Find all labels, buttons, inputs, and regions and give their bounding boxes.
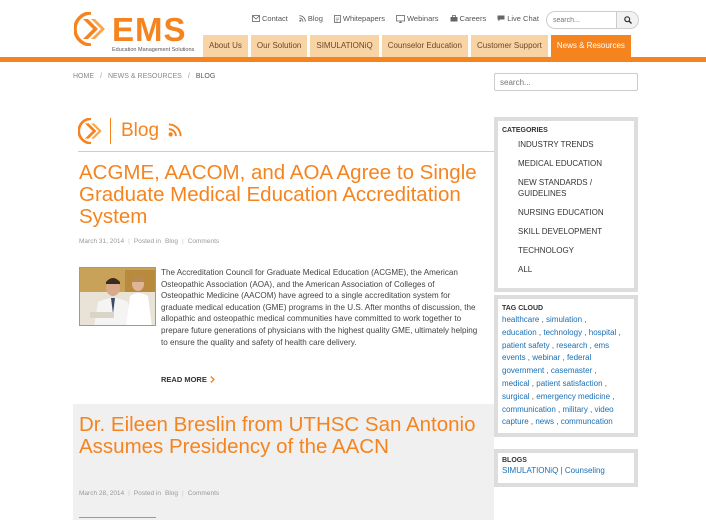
chevron-right-icon — [210, 376, 215, 383]
posted-in-label: Posted in — [133, 490, 161, 497]
tag-link[interactable]: communication — [502, 404, 556, 414]
blog-heading — [78, 118, 494, 152]
nav-news-resources[interactable]: News & Resources — [551, 35, 631, 57]
tag-link[interactable]: military — [562, 404, 588, 414]
utility-links — [252, 14, 539, 23]
category-all[interactable]: ALL — [518, 265, 533, 274]
tag-link[interactable]: research — [556, 340, 588, 350]
rss-icon — [299, 15, 306, 22]
post-title[interactable]: Dr. Eileen Breslin from UTHSC San Antonio Assumes Presidency of the AACN — [79, 413, 476, 458]
search-icon — [624, 16, 632, 24]
nav-about-us[interactable]: About Us — [203, 35, 248, 57]
post-comments-link[interactable]: Comments — [187, 238, 220, 245]
breadcrumb-current: BLOG — [195, 73, 216, 80]
header-search — [546, 11, 639, 29]
tag-link[interactable]: capture — [502, 417, 529, 427]
tag-link[interactable]: casemaster — [550, 366, 593, 376]
blog-link-counseling[interactable]: Counseling — [564, 466, 605, 475]
tag-link[interactable]: news — [535, 417, 555, 427]
tag-link[interactable]: patient safety — [502, 340, 550, 350]
blog-link-simulationiq[interactable]: SIMULATIONiQ — [502, 466, 559, 475]
category-nursing-education[interactable]: NURSING EDUCATION — [518, 208, 604, 217]
ems-chevron-icon — [78, 118, 104, 144]
post-title[interactable]: ACGME, AACOM, and AOA Agree to Single Graduate Medical Education Accreditation System — [79, 161, 477, 228]
post-meta: March 31, 2014 | Posted in Blog | Comments — [79, 238, 220, 245]
tag-cloud-heading: TAG CLOUD — [502, 305, 544, 312]
nav-simulationiq[interactable]: SIMULATIONiQ — [310, 35, 378, 57]
tag-link[interactable]: federal government — [502, 353, 592, 376]
header-divider — [0, 57, 706, 62]
nav-counselor-education[interactable]: Counselor Education — [382, 35, 468, 57]
post-thumbnail[interactable] — [79, 267, 156, 326]
blog-heading-divider — [110, 118, 111, 144]
tag-link[interactable]: patient satisfaction — [536, 378, 603, 388]
sidebar-search-input[interactable] — [500, 76, 630, 88]
careers-link[interactable]: Careers — [450, 14, 487, 23]
nav-customer-support[interactable]: Customer Support — [471, 35, 548, 57]
category-medical-education[interactable]: MEDICAL EDUCATION — [518, 159, 603, 168]
header-search-input[interactable] — [553, 14, 613, 26]
brand-tagline: Education Management Solutions — [112, 47, 195, 53]
post-date: March 31, 2014 — [79, 238, 125, 245]
main-nav — [203, 35, 631, 57]
breadcrumb-separator: / — [187, 73, 190, 80]
breadcrumb-home[interactable]: HOME — [73, 73, 94, 80]
blog-title: Blog — [121, 120, 160, 141]
blogs-links: SIMULATIONiQ | Counseling — [502, 466, 605, 475]
tag-link[interactable]: webinar — [532, 353, 561, 363]
header-search-button[interactable] — [616, 12, 638, 28]
tag-link[interactable]: video — [594, 404, 614, 414]
tag-link[interactable]: surgical — [502, 391, 530, 401]
tag-link[interactable]: education — [502, 327, 537, 337]
tag-link[interactable]: technology — [543, 327, 583, 337]
contact-link[interactable]: Contact — [252, 14, 288, 23]
post-category-link[interactable]: Blog — [164, 238, 178, 245]
tag-cloud: healthcare , simulation , education , technology , hospital , patient safety , research , ems events , webinar , federal government , casemaster , medical , patient satisfaction , surgical , emergency medicine , communication , military , video capture , news , communcation — [502, 315, 621, 427]
breadcrumb-separator: / — [100, 73, 102, 80]
post-comments-link[interactable]: Comments — [187, 490, 220, 497]
blog-link[interactable]: Blog — [299, 14, 323, 23]
chat-icon — [497, 15, 505, 22]
tag-link[interactable]: healthcare — [502, 315, 540, 324]
category-skill-development[interactable]: SKILL DEVELOPMENT — [518, 227, 603, 236]
tag-cloud-panel — [494, 295, 638, 437]
read-more-link[interactable]: READ MORE — [161, 375, 215, 384]
nav-our-solution[interactable]: Our Solution — [251, 35, 307, 57]
tag-link[interactable]: ems — [594, 340, 610, 350]
post-excerpt: The Accreditation Council for Graduate Medical Education (ACGME), the American Osteopathic Association (AOA), and the American Association of Colleges of Osteopathic Medicine (AACOM) have agreed to a single accreditation system for graduate medical education (GME) programs in the U.S. After months of discussion, the allopathic and osteopathic medical communities have committed to work together to prepare future generations of physicians with the highest quality GME, ultimately helping to ensure the quality and safety of health care delivery. — [161, 268, 478, 347]
ems-logo[interactable] — [74, 12, 194, 56]
briefcase-icon — [450, 15, 458, 22]
tag-link[interactable]: emergency medicine — [536, 391, 611, 401]
categories-panel — [494, 117, 638, 292]
mail-icon — [252, 15, 260, 22]
post-date: March 28, 2014 — [79, 490, 125, 497]
category-technology[interactable]: TECHNOLOGY — [518, 246, 575, 255]
webinars-link[interactable]: Webinars — [396, 14, 439, 23]
monitor-icon — [396, 15, 405, 23]
posted-in-label: Posted in — [133, 238, 161, 245]
live-chat-link[interactable]: Live Chat — [497, 14, 539, 23]
sidebar-search — [494, 73, 638, 91]
post-category-link[interactable]: Blog — [164, 490, 178, 497]
post-meta: March 28, 2014 | Posted in Blog | Comments — [79, 490, 220, 497]
tag-link[interactable]: simulation — [546, 315, 583, 324]
blogs-heading: BLOGS — [502, 457, 527, 464]
brand-name: EMS — [112, 11, 187, 48]
category-industry-trends[interactable]: INDUSTRY TRENDS — [518, 140, 594, 149]
whitepapers-link[interactable]: Whitepapers — [334, 14, 385, 23]
doctors-photo — [80, 268, 156, 326]
tag-link[interactable]: events — [502, 353, 526, 363]
ems-chevron-logo-icon — [74, 12, 108, 46]
tag-link[interactable]: hospital — [588, 327, 617, 337]
blogs-panel — [494, 449, 638, 487]
breadcrumb-news-resources[interactable]: NEWS & RESOURCES — [107, 73, 182, 80]
tag-link[interactable]: communcation — [560, 417, 613, 427]
document-icon — [334, 15, 341, 23]
rss-feed-icon[interactable] — [168, 123, 182, 137]
tag-link[interactable]: medical — [502, 378, 530, 388]
breadcrumb — [73, 73, 215, 80]
categories-heading: CATEGORIES — [502, 127, 548, 134]
category-new-standards[interactable]: NEW STANDARDS / GUIDELINES — [518, 178, 593, 198]
